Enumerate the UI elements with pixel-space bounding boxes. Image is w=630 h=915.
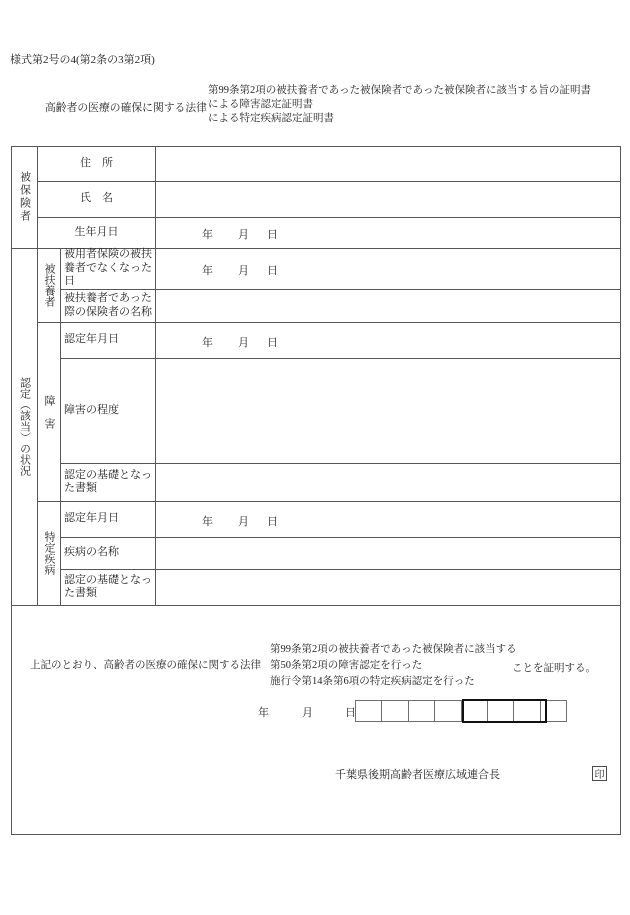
date-entry-boxes [355,700,574,722]
disease-basis-docs-label: 認定の基礎となった書類 [64,573,152,599]
address-label: 住 所 [80,156,113,169]
title-line-3: による特定疾病認定証明書 [208,113,334,124]
disease-name-label: 疾病の名称 [64,546,119,559]
date-box-cell [540,700,567,722]
address-value-cell [156,147,619,180]
month-unit: 月 [238,265,249,277]
grid-line [11,605,621,606]
year-unit: 年 [258,707,269,719]
grid-line [11,834,621,835]
issuer-name: 千葉県後期高齢者医療広域連合長 [335,769,500,781]
statement-line-1: 第99条第2項の被扶養者であった被保険者に該当する [270,644,517,655]
year-unit: 年 [202,516,213,528]
disability-degree-label: 障害の程度 [64,403,119,416]
certification-status-group-label: 認定（該当）の状況 [18,377,31,476]
day-unit: 日 [345,707,356,719]
year-unit: 年 [202,229,213,241]
statement-line-2: 第50条第2項の障害認定を行った [270,659,423,671]
year-unit: 年 [202,265,213,277]
dependent-insurer-value-cell [156,290,619,321]
statement-prefix: 上記のとおり、高齢者の医療の確保に関する法律 [30,660,261,671]
day-unit: 日 [267,229,278,241]
year-unit: 年 [202,337,213,349]
date-box-cell [513,700,540,722]
specific-disease-group-label: 特定疾病 [43,531,55,575]
title-line-1: 第99条第2項の被扶養者であった被保険者であった被保険者に該当する旨の証明書 [208,85,592,96]
title-line-2: による障害認定証明書 [208,99,313,110]
date-box-cell [381,700,408,722]
month-unit: 月 [302,707,313,719]
disease-name-value-cell [156,538,619,568]
form-number: 様式第2号の4(第2条の3第2項) [10,54,155,66]
date-box-cell [461,700,488,722]
statement-options [270,642,520,689]
grid-line [620,146,621,835]
date-box-cell [355,700,382,722]
law-name: 高齢者の医療の確保に関する法律 [45,102,207,114]
dependent-group-label: 被扶養者 [43,263,55,307]
seal-mark-box [592,766,607,781]
birthdate-label: 生年月日 [74,225,119,238]
day-unit: 日 [267,516,278,528]
month-unit: 月 [238,229,249,241]
day-unit: 日 [267,265,278,277]
insured-group-label: 被保険者 [18,171,31,223]
dependent-lost-date-label: 被用者保険の被扶養者でなくなった日 [64,248,152,288]
disability-group-label: 障害 [43,394,55,441]
disability-cert-date-label: 認定年月日 [64,333,119,346]
dependent-insurer-label: 被扶養者であった際の保険者の名称 [64,292,152,318]
seal-mark: 印 [594,770,605,781]
disability-degree-value-cell [156,359,619,462]
month-unit: 月 [238,516,249,528]
month-unit: 月 [238,337,249,349]
date-box-cell [434,700,461,722]
statement-suffix: ことを証明する。 [512,663,596,674]
disability-basis-docs-label: 認定の基礎となった書類 [64,468,152,494]
name-value-cell [156,182,619,216]
date-box-cell [487,700,514,722]
disease-basis-docs-value-cell [156,570,619,604]
date-box-cell [408,700,435,722]
disease-cert-date-label: 認定年月日 [64,512,119,525]
day-unit: 日 [267,337,278,349]
disability-basis-docs-value-cell [156,464,619,500]
statement-line-3: 施行令第14条第6項の特定疾病認定を行った [270,675,475,687]
name-label: 氏 名 [80,192,113,205]
